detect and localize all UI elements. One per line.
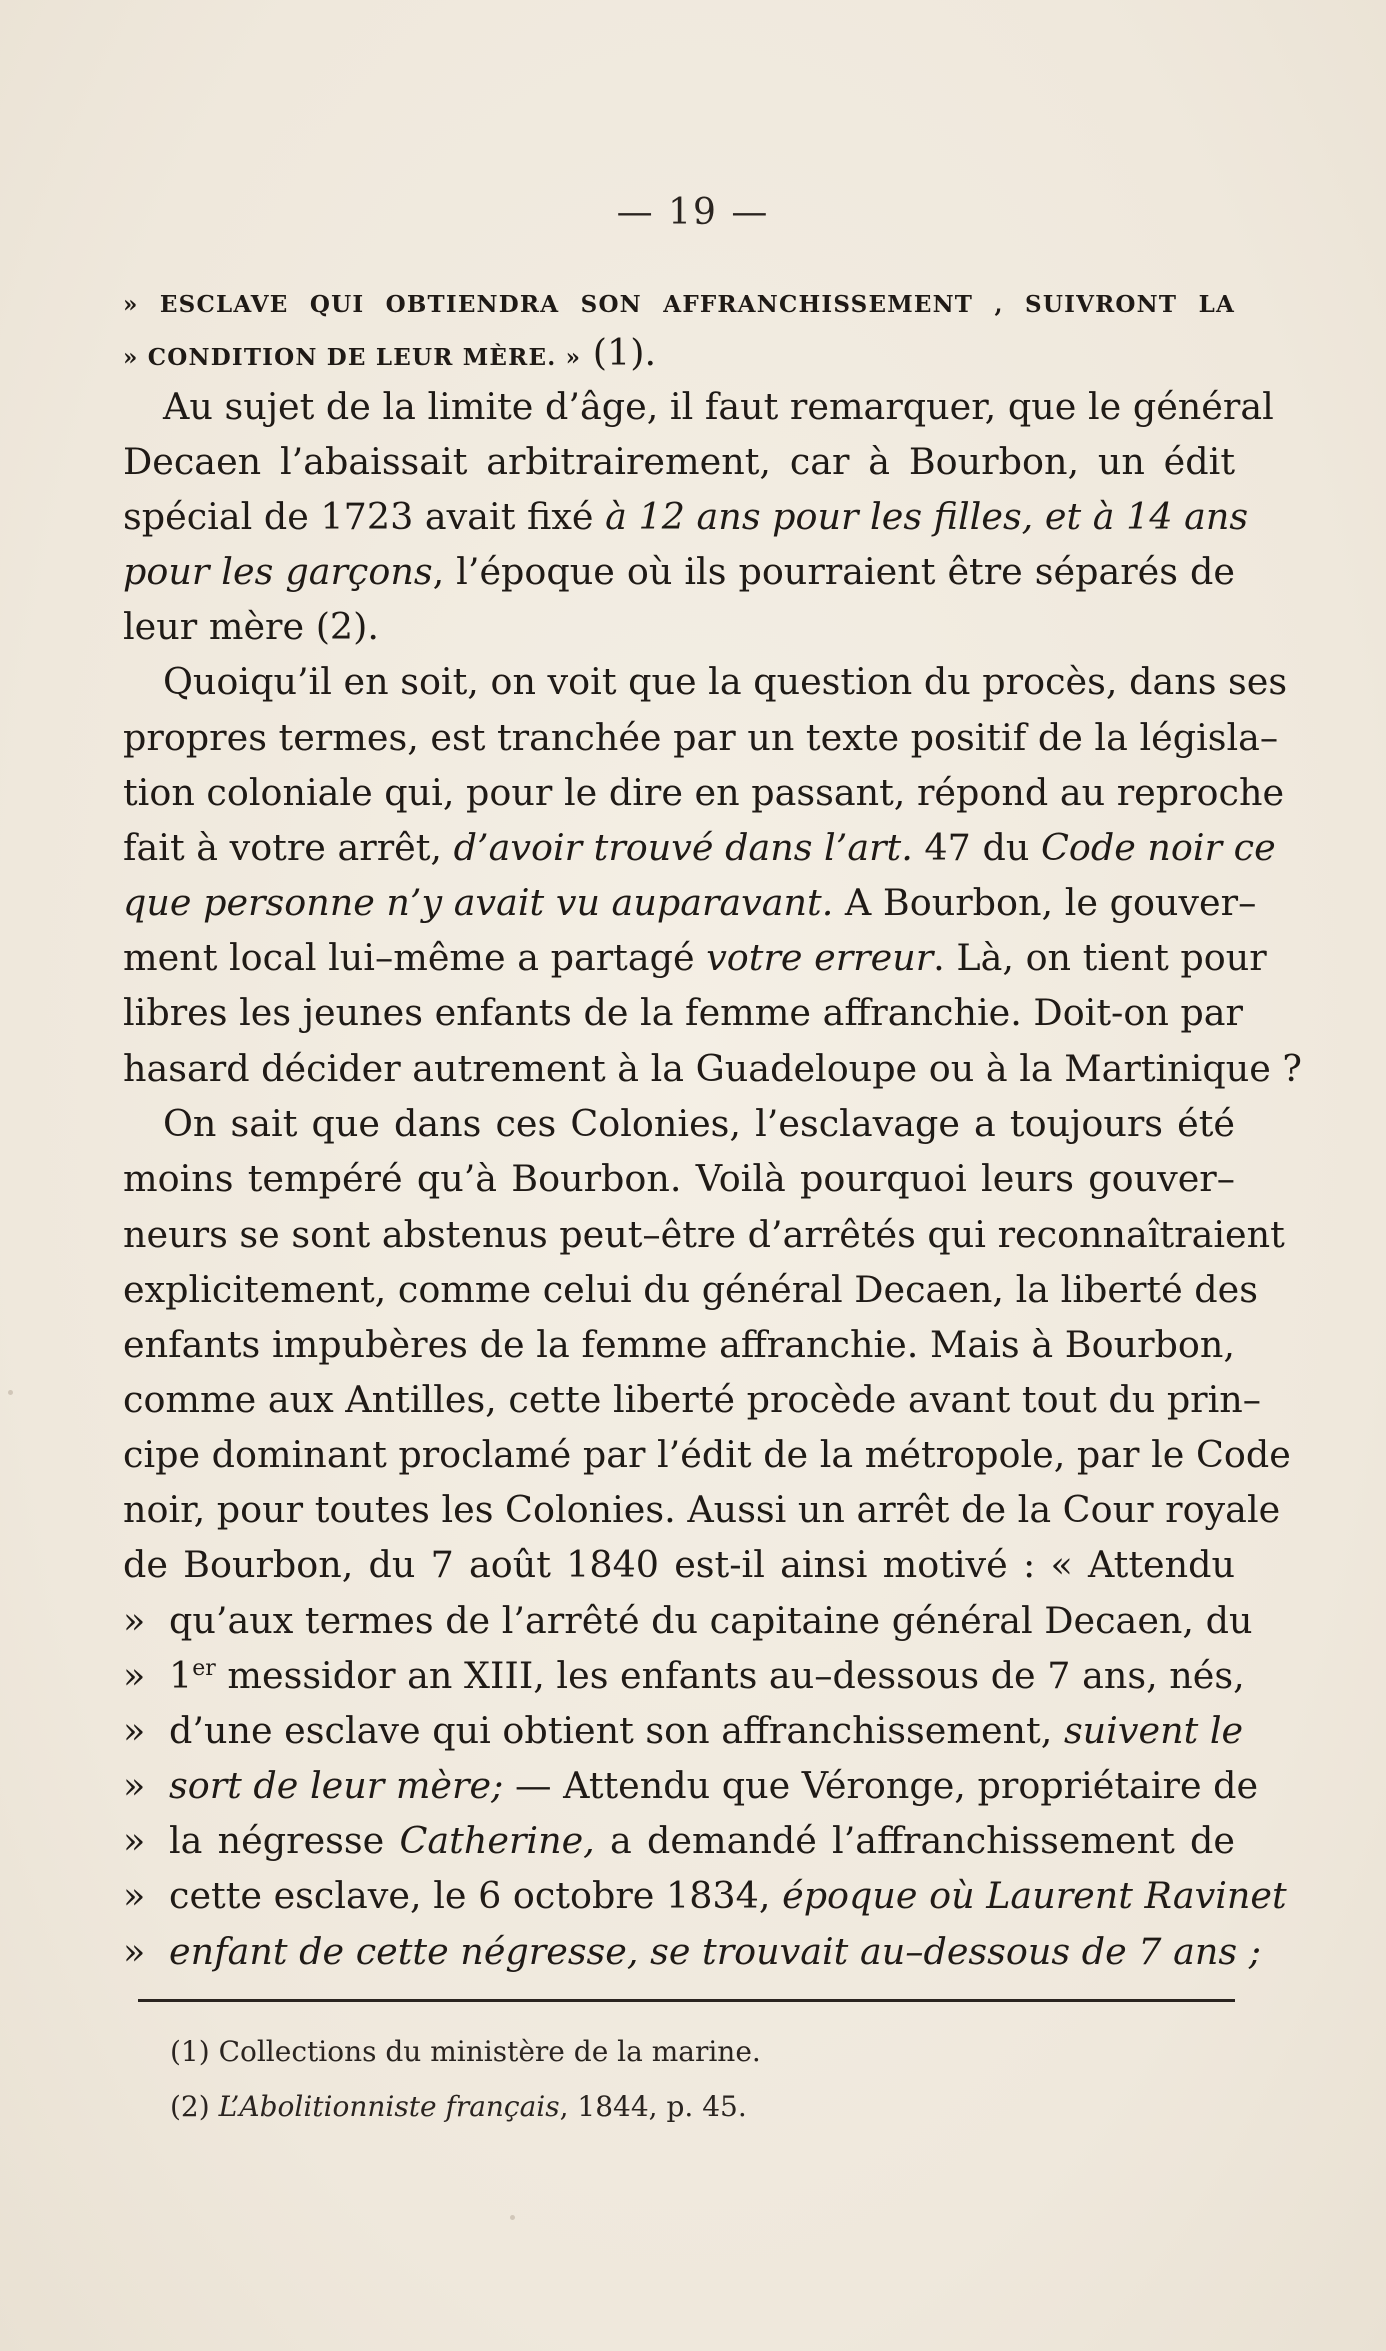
text-line <box>123 440 1235 483</box>
quote-guillemet: » <box>123 1764 146 1807</box>
quote-guillemet: » <box>123 1599 146 1642</box>
italic-text: époque où Laurent Ravinet <box>782 1874 1287 1917</box>
text-run: A Bourbon, le gouver– <box>833 881 1257 924</box>
text-line <box>123 1378 1262 1421</box>
small-caps-line: » CONDITION DE LEUR MÈRE. » <box>123 344 582 371</box>
italic-text: Catherine, <box>399 1819 595 1862</box>
italic-text: d’avoir trouvé dans l’art. <box>453 826 913 869</box>
footnote-ref: (1). <box>581 331 657 374</box>
text-run: spécial de 1723 avait fixé <box>123 495 606 538</box>
text-run: fait à votre arrêt, <box>123 826 454 869</box>
text-run: 47 du <box>912 826 1041 869</box>
text-line <box>123 385 1274 428</box>
text-line <box>123 991 1244 1034</box>
text-run: — Attendu que Véronge, propriétaire de <box>503 1764 1259 1807</box>
italic-text: à 12 ans pour les filles, et à 14 ans <box>605 495 1249 538</box>
text-line <box>123 1323 1235 1366</box>
text-line <box>123 771 1285 814</box>
footnote-2-mark: (2) <box>170 2090 210 2123</box>
italic-text: pour les garçons <box>123 550 433 593</box>
text-run: messidor an XIII, les enfants au–dessous de 7 ans, nés, <box>215 1654 1245 1698</box>
paragraph-start: On sait que dans ces Colonies, l’esclavage a toujours été <box>163 1102 1235 1145</box>
text-run: enfants impubères de la femme affranchie. Mais à Bourbon, <box>123 1323 1235 1366</box>
footnote-2-text: , 1844, p. 45. <box>559 2090 747 2123</box>
text-run: a demandé l’affranchissement de <box>594 1819 1235 1862</box>
text-line <box>123 1819 1235 1862</box>
text-line <box>123 1764 1259 1807</box>
text-line <box>123 1157 1235 1200</box>
text-run: Decaen l’abaissait arbitrairement, car à Bourbon, un édit <box>123 440 1235 483</box>
text-line <box>123 495 1249 538</box>
footnote-1-text: Collections du ministère de la marine. <box>209 2035 761 2068</box>
text-line <box>123 1543 1235 1586</box>
text-run: propres termes, est tranchée par un texte positif de la législa– <box>123 716 1279 759</box>
text-run: cipe dominant proclamé par l’édit de la métropole, par le Code <box>123 1433 1291 1476</box>
text-run: libres les jeunes enfants de la femme affranchie. Doit-on par <box>123 991 1244 1034</box>
italic-text: enfant de cette négresse, se trouvait au–dessous de 7 ans ; <box>169 1930 1262 1973</box>
quote-guillemet: » <box>123 1709 146 1752</box>
text-line <box>123 716 1279 759</box>
text-line <box>123 550 1235 593</box>
quote-guillemet: » <box>123 1930 146 1973</box>
footnote-2 <box>170 2090 747 2123</box>
paper-speck <box>510 2215 515 2220</box>
footnote-1 <box>170 2035 761 2068</box>
italic-text: Code noir ce <box>1040 826 1276 869</box>
footnote-2-space <box>210 2090 219 2123</box>
text-run: leur mère (2). <box>123 605 379 648</box>
paragraph-start: Quoiqu’il en soit, on voit que la question du procès, dans ses <box>163 660 1288 703</box>
italic-text: sort de leur mère; <box>169 1764 504 1807</box>
text-line <box>123 881 1257 924</box>
text-run: comme aux Antilles, cette liberté procède avant tout du prin– <box>123 1378 1262 1421</box>
text-run: , l’époque où ils pourraient être séparés de <box>432 550 1235 593</box>
quote-guillemet: » <box>123 1654 146 1698</box>
text-line <box>123 826 1276 869</box>
text-run: tion coloniale qui, pour le dire en passant, répond au reproche <box>123 771 1285 814</box>
text-line <box>123 282 1235 319</box>
text-line <box>123 1047 1302 1090</box>
text-line <box>123 1213 1285 1256</box>
text-run: ment local lui–même a partagé <box>123 936 707 979</box>
text-run: la négresse <box>169 1819 400 1862</box>
text-run: neurs se sont abstenus peut–être d’arrêtés qui reconnaîtraient <box>123 1213 1285 1256</box>
italic-text: votre erreur <box>706 936 934 979</box>
superscript: er <box>192 1656 216 1681</box>
text-line <box>123 1874 1287 1917</box>
footnote-2-title: L’Abolitionniste français <box>218 2090 560 2123</box>
text-line <box>123 1102 1235 1145</box>
text-line <box>123 1654 1245 1698</box>
text-line <box>123 1599 1253 1642</box>
footnote-rule <box>138 1999 1235 2002</box>
quote-guillemet: » <box>123 1819 146 1862</box>
text-line <box>123 936 1267 979</box>
text-run: noir, pour toutes les Colonies. Aussi un arrêt de la Cour royale <box>123 1488 1281 1531</box>
text-run: de Bourbon, du 7 août 1840 est-il ainsi motivé : « Attendu <box>123 1543 1235 1586</box>
italic-text: que personne n’y avait vu auparavant. <box>123 881 834 924</box>
small-caps-line: » ESCLAVE QUI OBTIENDRA SON AFFRANCHISSEMENT , SUIVRONT LA <box>123 291 1235 318</box>
text-line <box>123 1709 1244 1752</box>
quote-guillemet: » <box>123 1874 146 1917</box>
paragraph-start: Au sujet de la limite d’âge, il faut remarquer, que le général <box>163 385 1274 428</box>
text-run: cette esclave, le 6 octobre 1834, <box>169 1874 783 1917</box>
text-line <box>123 605 1235 648</box>
italic-text: suivent le <box>1063 1709 1244 1752</box>
page-number: — 19 — <box>616 192 770 233</box>
text-run: . Là, on tient pour <box>933 936 1267 979</box>
footnote-1-mark: (1) <box>170 2035 210 2068</box>
text-run: moins tempéré qu’à Bourbon. Voilà pourquoi leurs gouver– <box>123 1157 1235 1200</box>
text-line <box>123 660 1288 703</box>
text-line <box>123 1488 1281 1531</box>
text-run: d’une esclave qui obtient son affranchissement, <box>169 1709 1064 1752</box>
text-line <box>123 1930 1262 1973</box>
text-run: hasard décider autrement à la Guadeloupe ou à la Martinique ? <box>123 1047 1302 1090</box>
text-line <box>123 1433 1291 1476</box>
text-line <box>123 1268 1258 1311</box>
text-run: explicitement, comme celui du général Decaen, la liberté des <box>123 1268 1258 1311</box>
text-run: 1 <box>169 1654 193 1698</box>
paper-speck <box>8 1390 13 1395</box>
text-line <box>123 331 1235 374</box>
text-run: qu’aux termes de l’arrêté du capitaine général Decaen, du <box>169 1599 1253 1642</box>
